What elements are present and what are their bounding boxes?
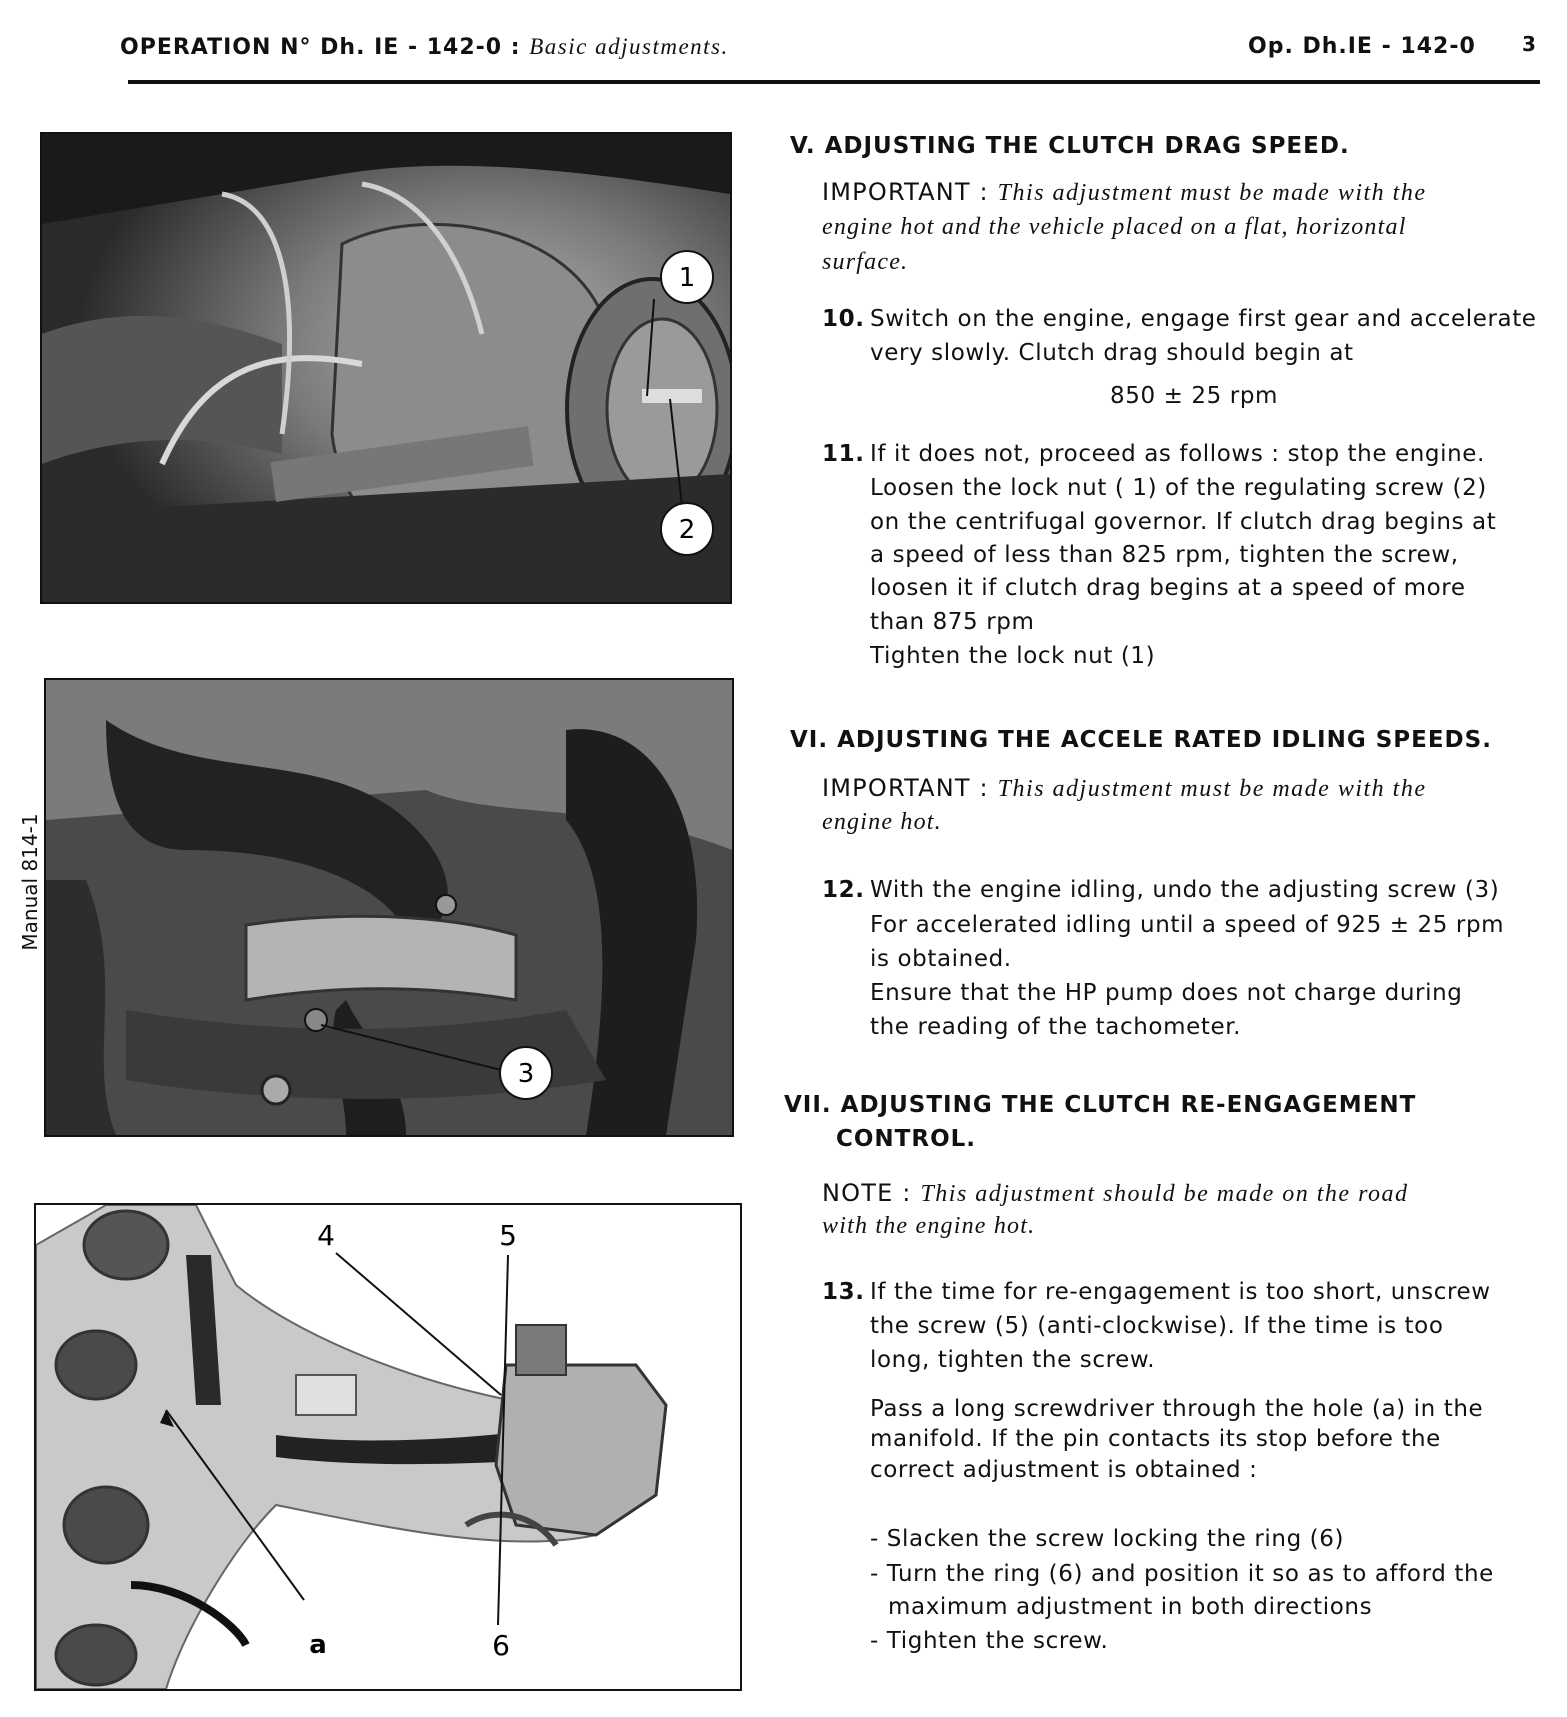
- manual-side-label: Manual 814-1: [18, 813, 42, 951]
- para-line-1: Pass a long screwdriver through the hole (a) in the: [870, 1396, 1484, 1422]
- callout-3: 3: [517, 1059, 535, 1089]
- step-11-line-5: loosen it if clutch drag begins at a speed of more: [870, 575, 1466, 601]
- step-11-line-6: than 875 rpm: [870, 609, 1035, 635]
- photo-centrifugal-governor: [40, 132, 732, 604]
- photo-manifold-reengagement: [34, 1203, 742, 1691]
- step-13-number: 13.: [822, 1279, 865, 1305]
- step-13-line-1: If the time for re-engagement is too short, unscrew: [870, 1279, 1491, 1305]
- bullet-2-line-1: - Turn the ring (6) and position it so as to afford the: [870, 1561, 1494, 1587]
- step-11-line-1: If it does not, proceed as follows : stop the engine.: [870, 441, 1485, 467]
- bullet-3: - Tighten the screw.: [870, 1628, 1109, 1654]
- step-12-line-1: With the engine idling, undo the adjusting screw (3): [870, 877, 1500, 903]
- step-11-line-7: Tighten the lock nut (1): [870, 643, 1156, 669]
- photo-idling-adjust-screw: [44, 678, 734, 1137]
- header-operation: [120, 34, 729, 60]
- step-11-number: 11.: [822, 441, 865, 467]
- section-vii-note: [822, 1176, 1409, 1212]
- section-vii-note-l2: with the engine hot.: [822, 1213, 1036, 1239]
- header-subtitle: Basic adjustments.: [529, 34, 729, 59]
- para-line-3: correct adjustment is obtained :: [870, 1457, 1258, 1483]
- callout-5: 5: [499, 1219, 517, 1252]
- step-10-line-1: Switch on the engine, engage first gear and accelerate: [870, 306, 1537, 332]
- section-v-important: [822, 175, 1427, 211]
- section-vi-important: [822, 771, 1427, 807]
- important-label: IMPORTANT :: [822, 178, 989, 206]
- step-11-line-2: Loosen the lock nut ( 1) of the regulating screw (2): [870, 475, 1487, 501]
- step-13-line-3: long, tighten the screw.: [870, 1347, 1156, 1373]
- bullet-1: - Slacken the screw locking the ring (6): [870, 1526, 1345, 1552]
- step-11-line-3: on the centrifugal governor. If clutch drag begins at: [870, 509, 1497, 535]
- step-12-line-2: For accelerated idling until a speed of 925 ± 25 rpm: [870, 912, 1505, 938]
- step-10-line-2: very slowly. Clutch drag should begin at: [870, 340, 1354, 366]
- step-11-line-4: a speed of less than 825 rpm, tighten the screw,: [870, 542, 1459, 568]
- step-12-line-4: Ensure that the HP pump does not charge during: [870, 980, 1463, 1006]
- callout-2: 2: [678, 515, 696, 545]
- header-operation-number: OPERATION N° Dh. IE - 142-0 :: [120, 35, 521, 60]
- step-10-number: 10.: [822, 306, 865, 332]
- page-number: 3: [1522, 32, 1536, 56]
- callout-1: 1: [678, 263, 696, 293]
- bullet-2-line-2: maximum adjustment in both directions: [888, 1594, 1373, 1620]
- step-12-number: 12.: [822, 877, 865, 903]
- callout-a: a: [309, 1630, 327, 1660]
- section-vi-important-l2: engine hot.: [822, 809, 942, 835]
- header-rule: [128, 80, 1540, 84]
- important-text-1: This adjustment must be made with the: [997, 180, 1427, 206]
- note-label: NOTE :: [822, 1179, 912, 1207]
- section-vii-title-l1: VII. ADJUSTING THE CLUTCH RE-ENGAGEMENT: [784, 1092, 1417, 1118]
- para-line-2: manifold. If the pin contacts its stop before the: [870, 1426, 1441, 1452]
- important-text-1: This adjustment must be made with the: [997, 776, 1427, 802]
- section-vii-title-l2: CONTROL.: [836, 1126, 977, 1152]
- section-v-important-l2: engine hot and the vehicle placed on a flat, horizontal: [822, 214, 1407, 240]
- step-10-value: 850 ± 25 rpm: [1110, 383, 1279, 409]
- section-vi-title: VI. ADJUSTING THE ACCELE RATED IDLING SPEEDS.: [790, 727, 1492, 753]
- important-label: IMPORTANT :: [822, 774, 989, 802]
- step-13-line-2: the screw (5) (anti-clockwise). If the time is too: [870, 1313, 1444, 1339]
- step-12-line-3: is obtained.: [870, 946, 1012, 972]
- callout-6: 6: [492, 1629, 510, 1662]
- section-v-title: V. ADJUSTING THE CLUTCH DRAG SPEED.: [790, 133, 1350, 159]
- header-op-ref: Op. Dh.IE - 142-0: [1248, 34, 1476, 59]
- callout-4: 4: [317, 1219, 335, 1252]
- section-v-important-l3: surface.: [822, 249, 909, 275]
- note-text-1: This adjustment should be made on the road: [920, 1181, 1409, 1207]
- step-12-line-5: the reading of the tachometer.: [870, 1014, 1242, 1040]
